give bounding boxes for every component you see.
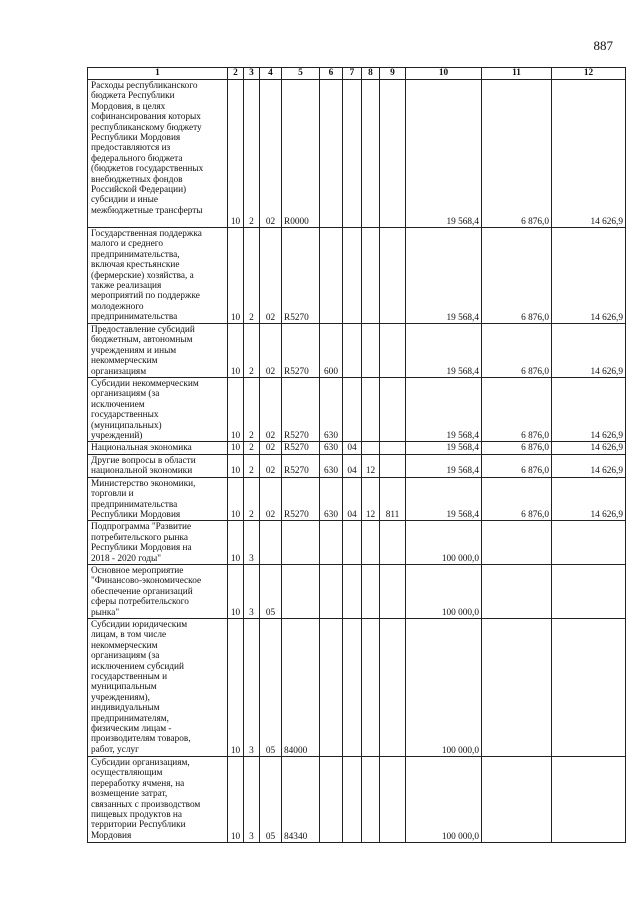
col-2-cell: 10 — [228, 756, 244, 842]
col-6-cell — [320, 80, 343, 228]
col-2-cell: 10 — [228, 324, 244, 378]
col-5-cell: R5270 — [282, 378, 320, 442]
table-row — [88, 454, 626, 477]
col-7-cell — [343, 378, 362, 442]
column-header: 9 — [380, 68, 406, 80]
table-row — [88, 324, 626, 378]
row-name-cell: Субсидии некоммерческим организациям (за исключением государственных (муниципальных) учреждений) — [88, 378, 228, 442]
row-name-cell: Расходы республиканского бюджета Республики Мордовия, в целях софинансирования которых республиканскому бюджету Республики Мордовия предоставляются из федерального бюджета (бюджетов государственных внебюджетных фондов Российской Федерации) субсидии и иные межбюджетные трансферты — [88, 80, 228, 228]
col-9-cell — [380, 564, 406, 618]
table-row — [88, 378, 626, 442]
col-4-cell: 02 — [260, 80, 282, 228]
col-9-cell — [380, 80, 406, 228]
column-header: 4 — [260, 68, 282, 80]
col-9-cell — [380, 521, 406, 565]
col-11-cell — [482, 756, 552, 842]
col-5-cell: 84000 — [282, 618, 320, 756]
col-11-cell — [482, 521, 552, 565]
table-row — [88, 80, 626, 228]
table-row — [88, 477, 626, 521]
col-10-cell: 19 568,4 — [406, 442, 482, 454]
col-5-cell: R0000 — [282, 80, 320, 228]
col-5-cell: R5270 — [282, 442, 320, 454]
col-9-cell — [380, 618, 406, 756]
col-12-cell: 14 626,9 — [552, 228, 626, 324]
col-9-cell — [380, 442, 406, 454]
col-5-cell: R5270 — [282, 454, 320, 477]
col-2-cell: 10 — [228, 564, 244, 618]
col-3-cell: 3 — [244, 564, 260, 618]
column-header: 2 — [228, 68, 244, 80]
table-row — [88, 756, 626, 842]
col-8-cell — [362, 756, 380, 842]
col-7-cell — [343, 618, 362, 756]
col-7-cell: 04 — [343, 442, 362, 454]
col-4-cell: 05 — [260, 564, 282, 618]
col-3-cell: 2 — [244, 477, 260, 521]
col-11-cell: 6 876,0 — [482, 454, 552, 477]
col-5-cell: R5270 — [282, 324, 320, 378]
column-header: 7 — [343, 68, 362, 80]
col-2-cell: 10 — [228, 521, 244, 565]
col-11-cell: 6 876,0 — [482, 378, 552, 442]
col-10-cell: 19 568,4 — [406, 477, 482, 521]
col-8-cell: 12 — [362, 477, 380, 521]
col-3-cell: 3 — [244, 521, 260, 565]
col-6-cell: 630 — [320, 442, 343, 454]
col-8-cell — [362, 378, 380, 442]
col-6-cell: 630 — [320, 378, 343, 442]
col-12-cell: 14 626,9 — [552, 378, 626, 442]
col-8-cell — [362, 80, 380, 228]
col-8-cell — [362, 324, 380, 378]
col-10-cell: 100 000,0 — [406, 756, 482, 842]
page-number: 887 — [593, 38, 613, 53]
col-11-cell — [482, 564, 552, 618]
col-9-cell — [380, 324, 406, 378]
col-5-cell — [282, 564, 320, 618]
col-9-cell — [380, 228, 406, 324]
column-header: 12 — [552, 68, 626, 80]
col-11-cell: 6 876,0 — [482, 324, 552, 378]
col-6-cell: 600 — [320, 324, 343, 378]
column-header: 3 — [244, 68, 260, 80]
row-name-cell: Основное мероприятие "Финансово-экономическое обеспечение организаций сферы потребительского рынка" — [88, 564, 228, 618]
column-header: 10 — [406, 68, 482, 80]
col-12-cell: 14 626,9 — [552, 442, 626, 454]
col-7-cell: 04 — [343, 454, 362, 477]
col-4-cell: 02 — [260, 228, 282, 324]
col-11-cell: 6 876,0 — [482, 442, 552, 454]
col-12-cell: 14 626,9 — [552, 477, 626, 521]
col-7-cell: 04 — [343, 477, 362, 521]
col-2-cell: 10 — [228, 442, 244, 454]
col-7-cell — [343, 80, 362, 228]
col-12-cell: 14 626,9 — [552, 80, 626, 228]
col-6-cell — [320, 756, 343, 842]
col-12-cell — [552, 618, 626, 756]
table-row — [88, 442, 626, 454]
col-6-cell — [320, 228, 343, 324]
col-8-cell — [362, 521, 380, 565]
col-9-cell — [380, 756, 406, 842]
table-row — [88, 564, 626, 618]
column-header: 1 — [88, 68, 228, 80]
col-7-cell — [343, 564, 362, 618]
row-name-cell: Предоставление субсидий бюджетным, автономным учреждениям и иным некоммерческим организациям — [88, 324, 228, 378]
col-8-cell — [362, 564, 380, 618]
col-3-cell: 2 — [244, 442, 260, 454]
col-12-cell — [552, 756, 626, 842]
col-6-cell — [320, 521, 343, 565]
col-10-cell: 19 568,4 — [406, 378, 482, 442]
col-4-cell: 02 — [260, 454, 282, 477]
col-2-cell: 10 — [228, 378, 244, 442]
col-4-cell: 05 — [260, 618, 282, 756]
col-5-cell: R5270 — [282, 477, 320, 521]
row-name-cell: Субсидии организациям, осуществляющим переработку ячменя, на возмещение затрат, связанных с производством пищевых продуктов на территории Республики Мордовия — [88, 756, 228, 842]
col-6-cell — [320, 564, 343, 618]
col-3-cell: 2 — [244, 378, 260, 442]
col-12-cell: 14 626,9 — [552, 454, 626, 477]
col-10-cell: 19 568,4 — [406, 324, 482, 378]
col-3-cell: 2 — [244, 228, 260, 324]
col-12-cell — [552, 564, 626, 618]
col-11-cell: 6 876,0 — [482, 477, 552, 521]
col-3-cell: 2 — [244, 80, 260, 228]
col-4-cell: 02 — [260, 477, 282, 521]
col-11-cell: 6 876,0 — [482, 228, 552, 324]
column-header: 8 — [362, 68, 380, 80]
col-3-cell: 3 — [244, 618, 260, 756]
col-4-cell: 02 — [260, 324, 282, 378]
col-5-cell: R5270 — [282, 228, 320, 324]
col-8-cell — [362, 618, 380, 756]
column-header: 11 — [482, 68, 552, 80]
row-name-cell: Национальная экономика — [88, 442, 228, 454]
row-name-cell: Субсидии юридическим лицам, в том числе некоммерческим организациям (за исключением субсидий государственным и муниципальным учреждениям), индивидуальным предпринимателям, физическим лицам - производителям товаров, работ, услуг — [88, 618, 228, 756]
col-7-cell — [343, 756, 362, 842]
col-8-cell — [362, 228, 380, 324]
column-header: 6 — [320, 68, 343, 80]
col-7-cell — [343, 228, 362, 324]
col-10-cell: 19 568,4 — [406, 80, 482, 228]
col-2-cell: 10 — [228, 228, 244, 324]
col-4-cell: 02 — [260, 378, 282, 442]
col-3-cell: 2 — [244, 454, 260, 477]
table-row — [88, 618, 626, 756]
col-9-cell: 811 — [380, 477, 406, 521]
budget-table — [87, 67, 626, 843]
col-2-cell: 10 — [228, 477, 244, 521]
col-3-cell: 2 — [244, 324, 260, 378]
col-4-cell — [260, 521, 282, 565]
table-body — [88, 80, 626, 843]
col-5-cell — [282, 521, 320, 565]
col-2-cell: 10 — [228, 454, 244, 477]
table-row — [88, 228, 626, 324]
col-12-cell — [552, 521, 626, 565]
col-11-cell — [482, 618, 552, 756]
col-9-cell — [380, 378, 406, 442]
col-12-cell: 14 626,9 — [552, 324, 626, 378]
col-10-cell: 19 568,4 — [406, 454, 482, 477]
row-name-cell: Подпрограмма "Развитие потребительского рынка Республики Мордовия на 2018 - 2020 годы" — [88, 521, 228, 565]
col-11-cell: 6 876,0 — [482, 80, 552, 228]
col-10-cell: 100 000,0 — [406, 618, 482, 756]
row-name-cell: Государственная поддержка малого и среднего предпринимательства, включая крестьянские (фермерские) хозяйства, а также реализация мероприятий по поддержке молодежного предпринимательства — [88, 228, 228, 324]
col-6-cell — [320, 618, 343, 756]
col-10-cell: 19 568,4 — [406, 228, 482, 324]
col-3-cell: 3 — [244, 756, 260, 842]
col-2-cell: 10 — [228, 80, 244, 228]
column-header: 5 — [282, 68, 320, 80]
col-10-cell: 100 000,0 — [406, 521, 482, 565]
header-row — [88, 68, 626, 80]
col-6-cell: 630 — [320, 454, 343, 477]
table-row — [88, 521, 626, 565]
col-6-cell: 630 — [320, 477, 343, 521]
col-10-cell: 100 000,0 — [406, 564, 482, 618]
col-9-cell — [380, 454, 406, 477]
col-5-cell: 84340 — [282, 756, 320, 842]
col-2-cell: 10 — [228, 618, 244, 756]
col-4-cell: 02 — [260, 442, 282, 454]
col-8-cell: 12 — [362, 454, 380, 477]
row-name-cell: Министерство экономики, торговли и предпринимательства Республики Мордовия — [88, 477, 228, 521]
col-4-cell: 05 — [260, 756, 282, 842]
col-8-cell — [362, 442, 380, 454]
row-name-cell: Другие вопросы в области национальной экономики — [88, 454, 228, 477]
col-7-cell — [343, 521, 362, 565]
col-7-cell — [343, 324, 362, 378]
